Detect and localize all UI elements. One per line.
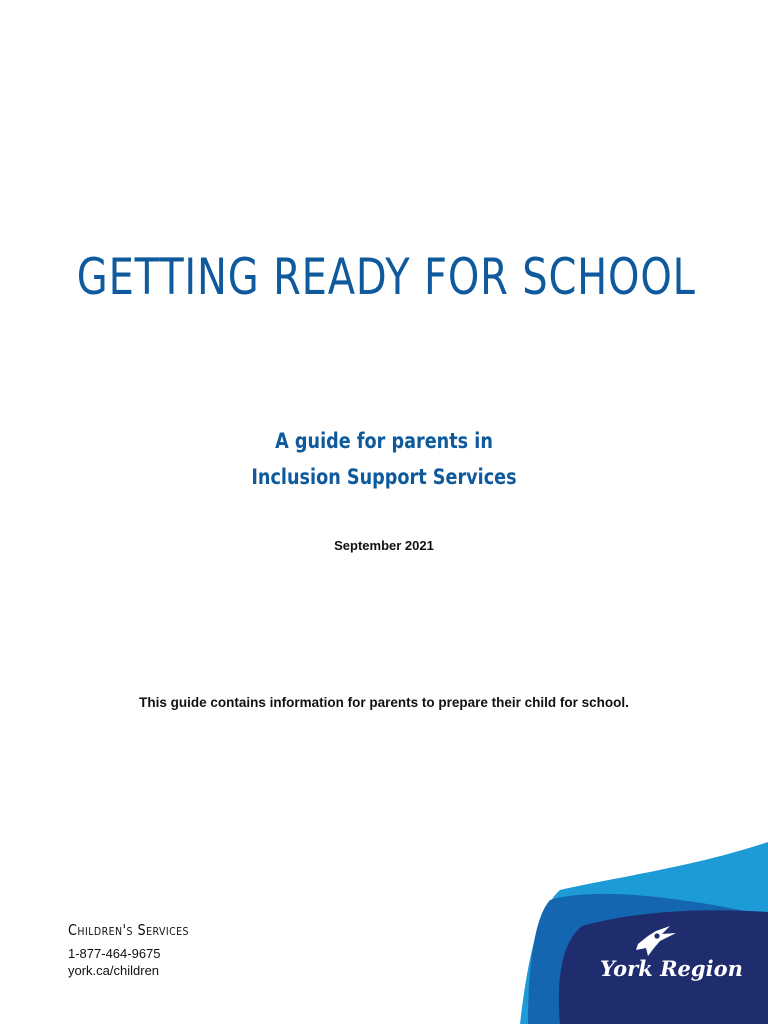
- page-title: GETTING READY FOR SCHOOL: [76, 248, 696, 306]
- department-name: Children's Services: [68, 921, 189, 939]
- subtitle-line-2: Inclusion Support Services: [251, 465, 517, 489]
- contact-phone: 1-877-464-9675: [68, 946, 161, 961]
- york-region-logo: [520, 838, 768, 1024]
- publication-date: September 2021: [334, 538, 434, 553]
- subtitle-line-1: A guide for parents in: [275, 429, 493, 453]
- logo-wordmark: York Region: [600, 956, 743, 981]
- logo-graphic: [520, 838, 768, 1024]
- contact-website: york.ca/children: [68, 963, 160, 978]
- intro-text: This guide contains information for parents to prepare their child for school.: [139, 695, 629, 710]
